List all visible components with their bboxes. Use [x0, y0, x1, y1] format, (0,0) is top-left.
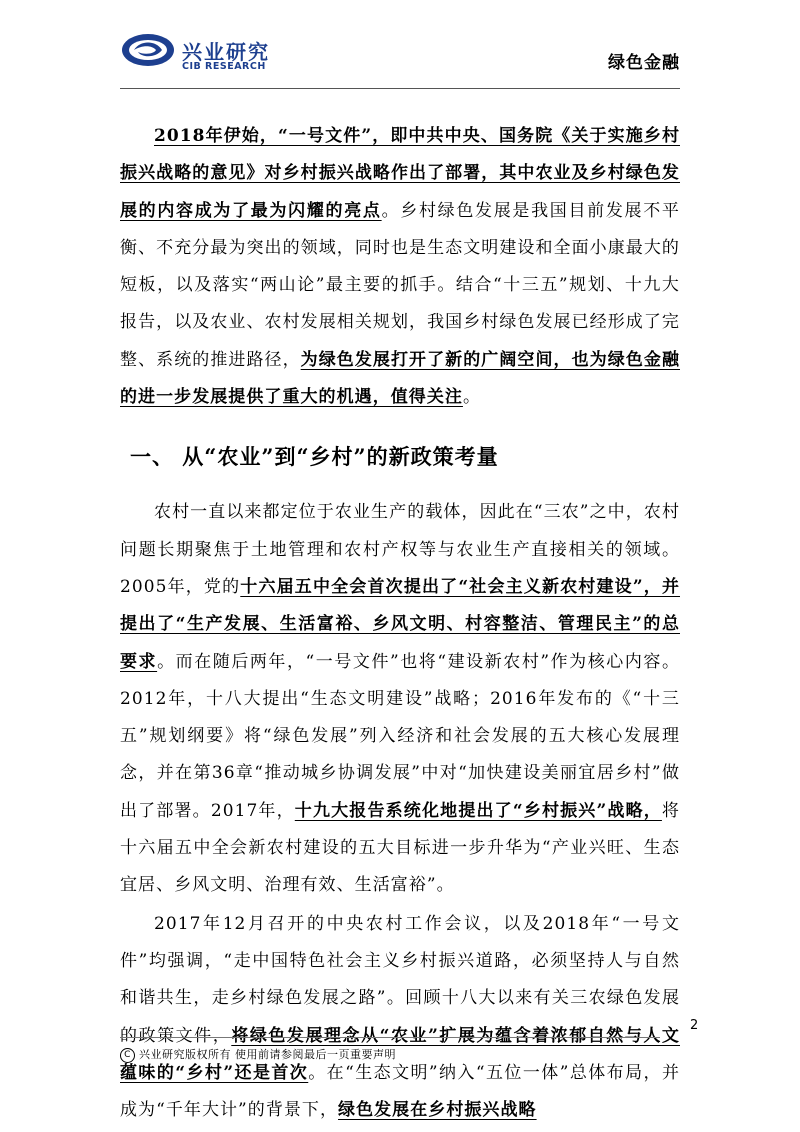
highlight-text: 绿色发展在乡村振兴战略 — [338, 1100, 537, 1121]
page-header — [120, 30, 680, 90]
logo-english-text: CIB RESEARCH — [182, 61, 266, 72]
cib-logo-icon — [120, 30, 176, 70]
body-text: 。 — [462, 387, 482, 408]
body-text: 。乡村绿色发展是我国目前发展不平衡、不充分最为突出的领域，同时也是生态文明建设和全面小康最大的短板，以及落实“两山论”最主要的抓手。结合“十三五”规划、十九大报告，以及农业、农村发展相关规划，我国乡村绿色发展已经形成了完整、系统的推进路径， — [120, 200, 680, 370]
intro-paragraph — [120, 118, 680, 416]
header-divider — [120, 88, 680, 89]
page-number: 2 — [690, 1018, 699, 1033]
document-body — [120, 118, 680, 1129]
highlight-text: 将绿色发展理念从“农业”扩展为蕴含着浓郁自然与人文蕴味的“乡村”还是首次 — [120, 1025, 680, 1083]
body-text: 。在“生态文明”纳入“五位一体”总体布局，并成为“千年大计”的背景下， — [120, 1062, 680, 1121]
footer-divider — [120, 1037, 660, 1038]
section-heading: 一、 从“农业”到“乡村”的新政策考量 — [130, 444, 499, 470]
footer-disclaimer: 兴业研究版权所有 使用前请参阅最后一页重要声明 — [139, 1048, 396, 1061]
body-text: 。而在随后两年，“一号文件”也将“建设新农村”作为核心内容。2012年，十八大提出“生态文明建设”战略；2016年发布的《“十三五”规划纲要》将“绿色发展”列入经济和社会发展的五大核心发展理念，并在第36章“推动城乡协调发展”中对“加快建设美丽宜居乡村”做出了部署。2017年， — [120, 651, 680, 821]
body-text: 将十六届五中全会新农村建设的五大目标进一步升华为“产业兴旺、生态宜居、乡风文明、治理有效、生活富裕”。 — [120, 800, 680, 896]
page-footer — [120, 1046, 396, 1063]
policy-history-paragraph — [120, 494, 680, 904]
logo-chinese-text: 兴业研究 — [182, 40, 270, 64]
section-title: 绿色金融 — [608, 53, 680, 73]
body-text: 2017年12月召开的中央农村工作会议，以及2018年“一号文件”均强调，“走中国特色社会主义乡村振兴道路，必须坚持人与自然和谐共生，走乡村绿色发展之路”。回顾十八大以来有关三农绿色发展的政策文件， — [120, 913, 680, 1046]
highlight-text: 为绿色发展打开了新的广阔空间，也为绿色金融的进一步发展提供了重大的机遇，值得关注 — [120, 349, 680, 408]
highlight-text: 十九大报告系统化地提出了“乡村振兴”战略， — [294, 800, 662, 821]
body-text: 农村一直以来都定位于农业生产的载体，因此在“三农”之中，农村问题长期聚焦于土地管理和农村产权等与农业生产直接相关的领域。2005年，党的 — [120, 502, 680, 597]
highlight-text: 十六届五中全会首次提出了“社会主义新农村建设”，并提出了“生产发展、生活富裕、乡风文明、村容整洁、管理民主”的总要求 — [120, 576, 680, 672]
highlight-text: 2018年伊始，“一号文件”，即中共中央、国务院《关于实施乡村振兴战略的意见》对乡村振兴战略作出了部署，其中农业及乡村绿色发展的内容成为了最为闪耀的亮点 — [120, 126, 680, 221]
copyright-icon: C — [120, 1048, 135, 1063]
green-development-paragraph — [120, 906, 680, 1130]
